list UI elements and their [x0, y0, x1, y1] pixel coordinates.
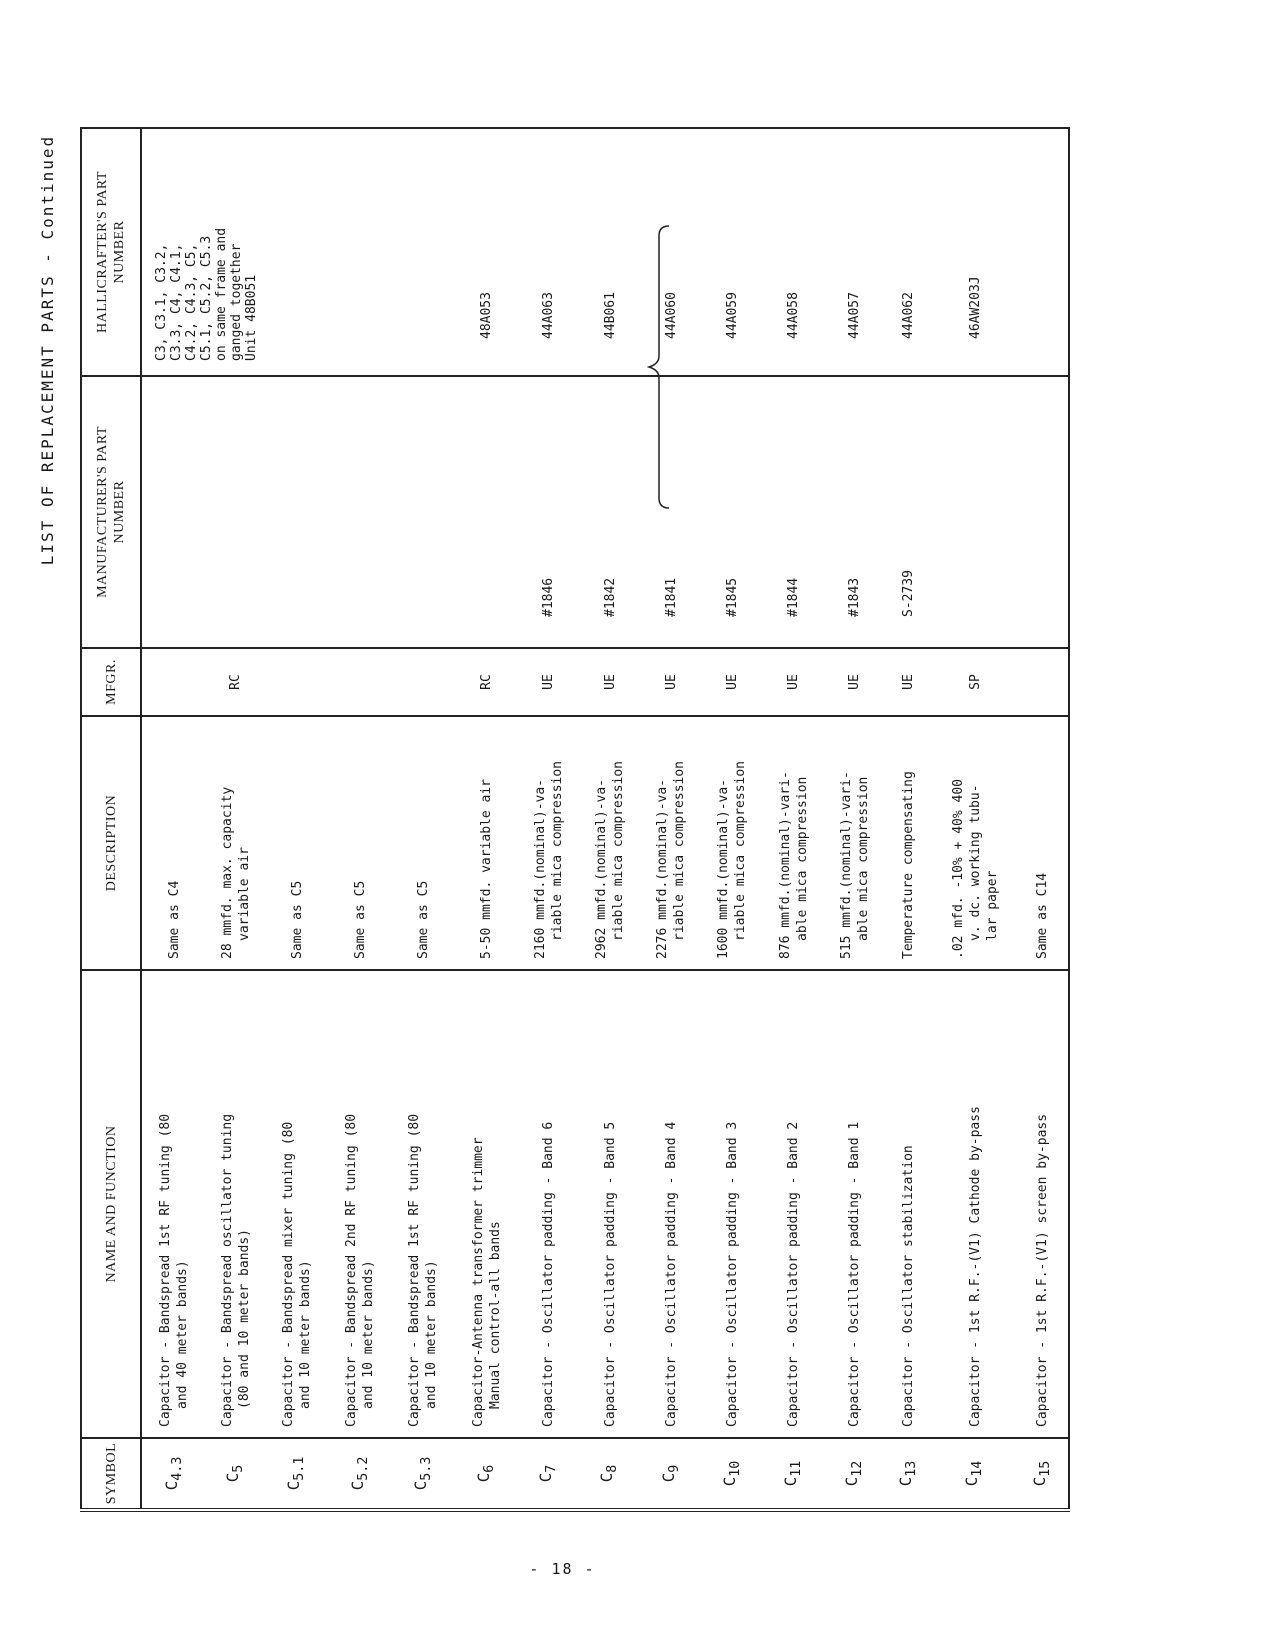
cell-mfgr	[265, 648, 328, 716]
cell-symbol: $C_{5.3}$	[392, 1438, 455, 1510]
cell-symbol: $C_{14}$	[932, 1438, 1018, 1510]
name-line: Capacitor - 1st R.F.-(V1) screen by-pass	[1035, 1113, 1051, 1427]
cell-name-function	[763, 970, 824, 1438]
description-line: Temperature compensating	[901, 771, 917, 959]
col-header-description: DESCRIPTION	[81, 716, 141, 970]
cell-mfr-part-number	[932, 376, 1018, 648]
cell-description	[206, 716, 265, 970]
cell-symbol: $C_{11}$	[763, 1438, 824, 1510]
cell-description	[579, 716, 640, 970]
gang-brace	[647, 222, 671, 512]
description-line: 1600 mmfd.(nominal)-va-	[716, 778, 732, 959]
table-row	[763, 128, 824, 1510]
cell-hallicrafter-part-number	[1018, 128, 1069, 376]
cell-name-function	[824, 970, 885, 1438]
table-row	[579, 128, 640, 1510]
cell-mfr-part-number: #1842	[579, 376, 640, 648]
cell-description	[455, 716, 518, 970]
cell-symbol: $C_{5.2}$	[329, 1438, 392, 1510]
cell-mfgr	[141, 648, 206, 716]
name-line: Capacitor - Oscillator stabilization	[901, 1145, 917, 1427]
cell-hallicrafter-part-number: 48A053	[455, 128, 518, 376]
description-line: 2160 mmfd.(nominal)-va-	[532, 778, 548, 959]
cell-name-function	[579, 970, 640, 1438]
table-row	[455, 128, 518, 1510]
cell-name-function	[329, 970, 392, 1438]
cell-description	[885, 716, 932, 970]
cell-mfr-part-number: S-2739	[885, 376, 932, 648]
description-line: riable mica compression	[549, 760, 565, 941]
description-line: Same as C14	[1035, 872, 1051, 959]
cell-description	[329, 716, 392, 970]
table-header-row	[81, 128, 141, 1510]
cell-description	[1018, 716, 1069, 970]
cell-symbol: $C_9$	[641, 1438, 702, 1510]
cell-symbol: $C_7$	[518, 1438, 579, 1510]
description-line: 876 mmfd.(nominal)-vari-	[777, 771, 793, 959]
cell-mfr-part-number	[1018, 376, 1069, 648]
cell-mfr-part-number	[141, 376, 206, 648]
cell-name-function	[141, 970, 206, 1438]
cell-symbol: $C_{10}$	[702, 1438, 763, 1510]
cell-mfgr: UE	[518, 648, 579, 716]
cell-description	[518, 716, 579, 970]
cell-symbol: $C_8$	[579, 1438, 640, 1510]
description-line: Same as C5	[415, 880, 431, 959]
description-line: 515 mmfd.(nominal)-vari-	[838, 771, 854, 959]
description-line: able mica compression	[794, 776, 810, 941]
description-line: variable air	[236, 847, 252, 941]
description-line: lar paper	[984, 870, 1000, 941]
cell-name-function	[455, 970, 518, 1438]
cell-description	[824, 716, 885, 970]
replacement-parts-table	[80, 127, 1070, 1512]
cell-symbol: $C_{12}$	[824, 1438, 885, 1510]
gang-note-line: ganged together	[229, 243, 244, 361]
cell-name-function	[641, 970, 702, 1438]
name-line: Capacitor - Oscillator padding - Band 4	[663, 1121, 679, 1427]
name-line: Capacitor - Bandspread 1st RF tuning (80	[158, 1113, 174, 1427]
cell-mfgr	[1018, 648, 1069, 716]
table-row	[824, 128, 885, 1510]
col-header-hallicrafter-part-number: HALLICRAFTER'S PART NUMBER	[81, 128, 141, 376]
description-line: .02 mfd. -10% + 40% 400	[950, 778, 966, 959]
cell-mfr-part-number: #1841	[641, 376, 702, 648]
cell-description	[702, 716, 763, 970]
name-line: and 10 meter bands)	[361, 1260, 377, 1409]
cell-hallicrafter-part-number: 44A057	[824, 128, 885, 376]
name-line: Capacitor - Oscillator padding - Band 2	[786, 1121, 802, 1427]
name-line: Capacitor - Oscillator padding - Band 5	[602, 1121, 618, 1427]
cell-mfgr: UE	[885, 648, 932, 716]
cell-name-function	[392, 970, 455, 1438]
description-line: 28 mmfd. max. capacity	[219, 786, 235, 959]
cell-symbol: $C_{4.3}$	[141, 1438, 206, 1510]
cell-mfgr: UE	[641, 648, 702, 716]
cell-hallicrafter-part-number: 46AW203J	[932, 128, 1018, 376]
parts-table-container	[80, 130, 1070, 1512]
cell-gang-note	[141, 128, 455, 376]
col-header-mfgr: MFGR.	[81, 648, 141, 716]
col-header-mfr-part-number: MANUFACTURER'S PART NUMBER	[81, 376, 141, 648]
cell-mfr-part-number: #1844	[763, 376, 824, 648]
name-line: Capacitor - 1st R.F.-(V1) Cathode by-pass	[967, 1106, 983, 1427]
cell-mfgr: UE	[579, 648, 640, 716]
name-line: Capacitor - Bandspread 2nd RF tuning (80	[344, 1113, 360, 1427]
name-line: Capacitor - Oscillator padding - Band 6	[541, 1121, 557, 1427]
cell-mfgr: SP	[932, 648, 1018, 716]
page-number: - 18 -	[529, 1560, 596, 1578]
cell-symbol: $C_{5.1}$	[265, 1438, 328, 1510]
page-title: LIST OF REPLACEMENT PARTS - Continued	[38, 134, 57, 566]
description-line: 5-50 mmfd. variable air	[479, 778, 495, 959]
cell-hallicrafter-part-number: 44A063	[518, 128, 579, 376]
description-line: v. dc. working tubu-	[967, 784, 983, 941]
name-line: Capacitor-Antenna transformer trimmer	[470, 1137, 486, 1427]
cell-name-function	[932, 970, 1018, 1438]
cell-description	[763, 716, 824, 970]
cell-mfgr: RC	[455, 648, 518, 716]
description-line: Same as C4	[166, 880, 182, 959]
table-row	[141, 128, 206, 1510]
table-row	[518, 128, 579, 1510]
cell-hallicrafter-part-number: 44A060	[641, 128, 702, 376]
cell-mfr-part-number: #1845	[702, 376, 763, 648]
description-line: Same as C5	[289, 880, 305, 959]
cell-mfr-part-number	[392, 376, 455, 648]
cell-mfgr	[392, 648, 455, 716]
table-row	[932, 128, 1018, 1510]
gang-note-line: Unit 48B051	[244, 274, 259, 361]
description-line: 2962 mmfd.(nominal)-va-	[594, 778, 610, 959]
cell-mfr-part-number: #1846	[518, 376, 579, 648]
cell-description	[932, 716, 1018, 970]
name-line: Capacitor - Bandspread oscillator tuning	[219, 1113, 235, 1427]
cell-mfr-part-number	[329, 376, 392, 648]
table-row	[885, 128, 932, 1510]
name-line: and 10 meter bands)	[298, 1260, 314, 1409]
description-line: riable mica compression	[611, 760, 627, 941]
cell-name-function	[702, 970, 763, 1438]
name-line: and 40 meter bands)	[175, 1260, 191, 1409]
cell-mfr-part-number	[206, 376, 265, 648]
name-line: and 10 meter bands)	[424, 1260, 440, 1409]
cell-mfgr	[329, 648, 392, 716]
col-header-symbol: SYMBOL	[81, 1438, 141, 1510]
name-line: Capacitor - Bandspread 1st RF tuning (80	[407, 1113, 423, 1427]
cell-mfr-part-number	[265, 376, 328, 648]
cell-description	[392, 716, 455, 970]
gang-note-line: C3.3, C4, C4.1,	[169, 243, 184, 361]
name-line: Capacitor - Bandspread mixer tuning (80	[281, 1121, 297, 1427]
cell-description	[265, 716, 328, 970]
table-row	[702, 128, 763, 1510]
cell-hallicrafter-part-number: 44A062	[885, 128, 932, 376]
name-line: Capacitor - Oscillator padding - Band 1	[847, 1121, 863, 1427]
col-header-name: NAME AND FUNCTION	[81, 970, 141, 1438]
gang-note-line: C4.2, C4.3, C5,	[184, 243, 199, 361]
cell-mfgr: UE	[763, 648, 824, 716]
cell-description	[141, 716, 206, 970]
gang-note-line: C3, C3.1, C3.2,	[154, 243, 169, 361]
cell-name-function	[1018, 970, 1069, 1438]
cell-name-function	[206, 970, 265, 1438]
description-line: riable mica compression	[733, 760, 749, 941]
cell-name-function	[885, 970, 932, 1438]
cell-mfr-part-number	[455, 376, 518, 648]
cell-mfgr: UE	[702, 648, 763, 716]
cell-hallicrafter-part-number: 44B061	[579, 128, 640, 376]
name-line: Capacitor - Oscillator padding - Band 3	[724, 1121, 740, 1427]
description-line: able mica compression	[855, 776, 871, 941]
cell-mfr-part-number: #1843	[824, 376, 885, 648]
cell-hallicrafter-part-number: 44A059	[702, 128, 763, 376]
description-line: Same as C5	[352, 880, 368, 959]
cell-mfgr: UE	[824, 648, 885, 716]
cell-symbol: $C_{13}$	[885, 1438, 932, 1510]
cell-description	[641, 716, 702, 970]
gang-note-line: on same frame and	[214, 227, 229, 361]
cell-symbol: $C_{15}$	[1018, 1438, 1069, 1510]
gang-note-line: C5.1, C5.2, C5.3	[199, 235, 214, 361]
cell-mfgr: RC	[206, 648, 265, 716]
table-row	[1018, 128, 1069, 1510]
description-line: riable mica compression	[672, 760, 688, 941]
name-line: (80 and 10 meter bands)	[236, 1228, 252, 1409]
cell-symbol: $C_5$	[206, 1438, 265, 1510]
cell-name-function	[265, 970, 328, 1438]
name-line: Manual control-all bands	[487, 1221, 503, 1409]
cell-name-function	[518, 970, 579, 1438]
cell-hallicrafter-part-number: 44A058	[763, 128, 824, 376]
cell-symbol: $C_6$	[455, 1438, 518, 1510]
description-line: 2276 mmfd.(nominal)-va-	[655, 778, 671, 959]
